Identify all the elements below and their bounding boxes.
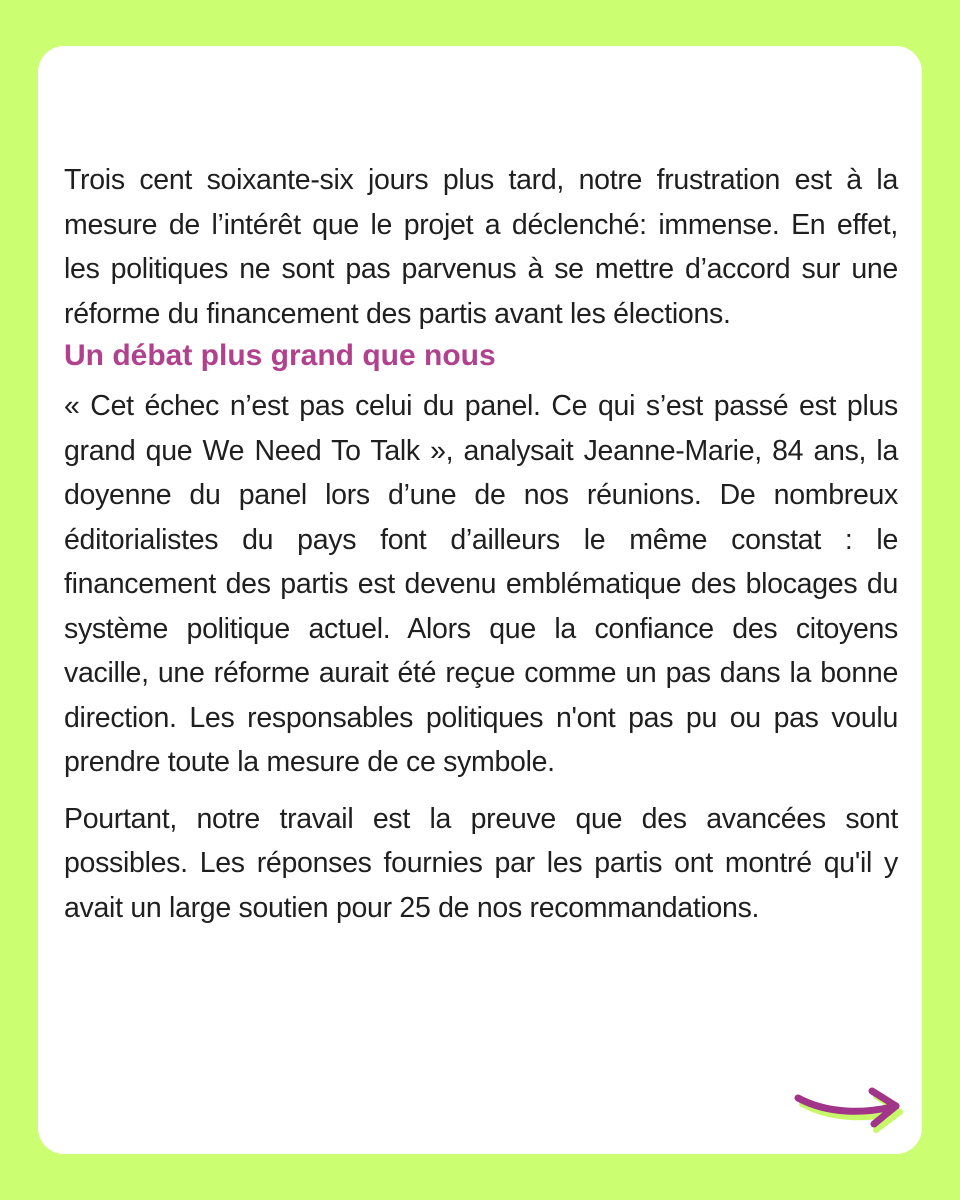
- content-card: [38, 46, 922, 1154]
- paragraph-intro: Trois cent soixante-six jours plus tard, notre frustration est à la mesure de l’intérêt que le projet a déclenché: immense. En effet, les politiques ne sont pas parvenus à se mettre d’accord sur une réforme du financement des partis avant les élections.: [64, 164, 898, 330]
- arrow-right-icon[interactable]: [792, 1084, 912, 1144]
- paragraph-quote: « Cet échec n’est pas celui du panel. Ce qui s’est passé est plus grand que We Need To Talk », analysait Jeanne-Marie, 84 ans, la doyenne du panel lors d’une de nos réunions. De nombreux éditorialistes du pays font d’ailleurs le même constat : le financement des partis est devenu emblématique des blocages du système politique actuel. Alors que la confiance des citoyens vacille, une réforme aurait été reçue comme un pas dans la bonne direction. Les responsables politiques n'ont pas pu ou pas voulu prendre toute la mesure de ce symbole.: [64, 390, 898, 778]
- paragraph-conclusion: Pourtant, notre travail est la preuve que des avancées sont possibles. Les réponses fournies par les partis ont montré qu'il y avait un large soutien pour 25 de nos recommandations.: [64, 802, 898, 924]
- section-heading: Un débat plus grand que nous: [64, 339, 496, 372]
